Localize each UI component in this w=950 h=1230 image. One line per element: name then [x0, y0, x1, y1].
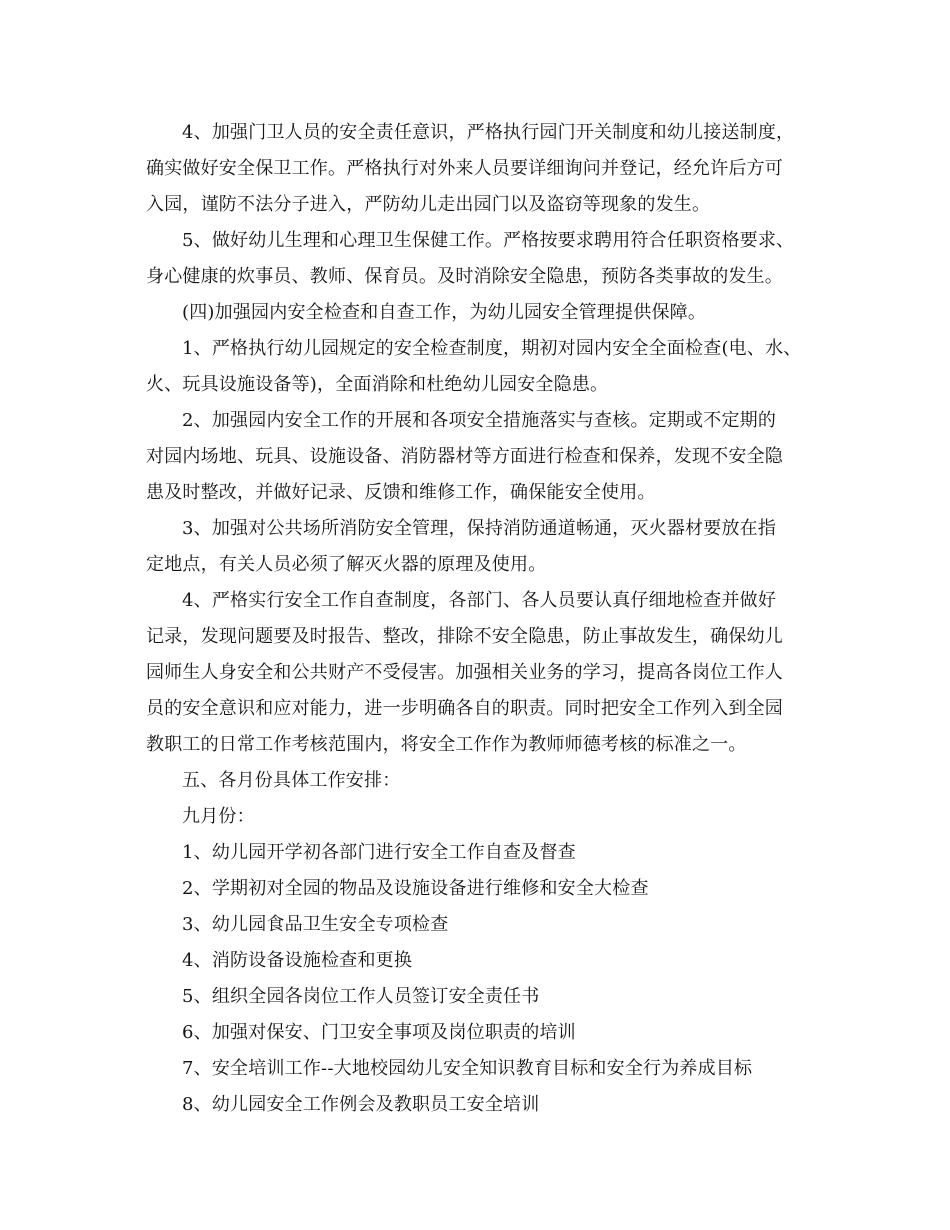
- section-heading: 五、各月份具体工作安排：: [182, 770, 401, 791]
- list-item: 3、幼儿园食品卫生安全专项检查: [182, 914, 449, 935]
- paragraph-line: 2、加强园内安全工作的开展和各项安全措施落实与查核。定期或不定期的: [182, 410, 777, 431]
- paragraph-line: 3、加强对公共场所消防安全管理，保持消防通道畅通，灭火器材要放在指: [182, 518, 777, 539]
- paragraph-line: 4、严格实行安全工作自查制度，各部门、各人员要认真仔细地检查并做好: [182, 590, 777, 611]
- section-heading: (四)加强园内安全检查和自查工作，为幼儿园安全管理提供保障。: [182, 302, 707, 323]
- paragraph-line: 园师生人身安全和公共财产不受侵害。加强相关业务的学习，提高各岗位工作人: [146, 662, 783, 683]
- paragraph-line: 确实做好安全保卫工作。严格执行对外来人员要详细询问并登记，经允许后方可: [146, 158, 783, 179]
- paragraph-line: 患及时整改，并做好记录、反馈和维修工作，确保能安全使用。: [146, 482, 656, 503]
- paragraph-line: 火、玩具设施设备等)，全面消除和杜绝幼儿园安全隐患。: [146, 374, 609, 395]
- paragraph-line: 员的安全意识和应对能力，进一步明确各自的职责。同时把安全工作列入到全园: [146, 698, 783, 719]
- paragraph-line: 入园，谨防不法分子进入，严防幼儿走出园门以及盗窃等现象的发生。: [146, 194, 711, 215]
- list-item: 4、消防设备设施检查和更换: [182, 950, 413, 971]
- paragraph-line: 对园内场地、玩具、设施设备、消防器材等方面进行检查和保养，发现不安全隐: [146, 446, 783, 467]
- list-item: 7、安全培训工作--大地校园幼儿安全知识教育目标和安全行为养成目标: [182, 1058, 753, 1079]
- paragraph-line: 1、严格执行幼儿园规定的安全检查制度，期初对园内安全全面检查(电、水、: [182, 338, 802, 359]
- list-item: 6、加强对保安、门卫安全事项及岗位职责的培训: [182, 1022, 576, 1043]
- paragraph-line: 定地点，有关人员必须了解灭火器的原理及使用。: [146, 554, 547, 575]
- list-item: 8、幼儿园安全工作例会及教职员工安全培训: [182, 1094, 540, 1115]
- list-item: 1、幼儿园开学初各部门进行安全工作自查及督查: [182, 842, 576, 863]
- month-heading: 九月份：: [182, 806, 255, 827]
- paragraph-line: 身心健康的炊事员、教师、保育员。及时消除安全隐患，预防各类事故的发生。: [146, 266, 783, 287]
- paragraph-line: 5、做好幼儿生理和心理卫生保健工作。严格按要求聘用符合任职资格要求、: [182, 230, 795, 251]
- paragraph-line: 记录，发现问题要及时报告、整改，排除不安全隐患，防止事故发生，确保幼儿: [146, 626, 783, 647]
- paragraph-line: 教职工的日常工作考核范围内，将安全工作作为教师师德考核的标准之一。: [146, 734, 747, 755]
- list-item: 5、组织全园各岗位工作人员签订安全责任书: [182, 986, 540, 1007]
- list-item: 2、学期初对全园的物品及设施设备进行维修和安全大检查: [182, 878, 649, 899]
- paragraph-line: 4、加强门卫人员的安全责任意识，严格执行园门开关制度和幼儿接送制度，: [182, 122, 795, 143]
